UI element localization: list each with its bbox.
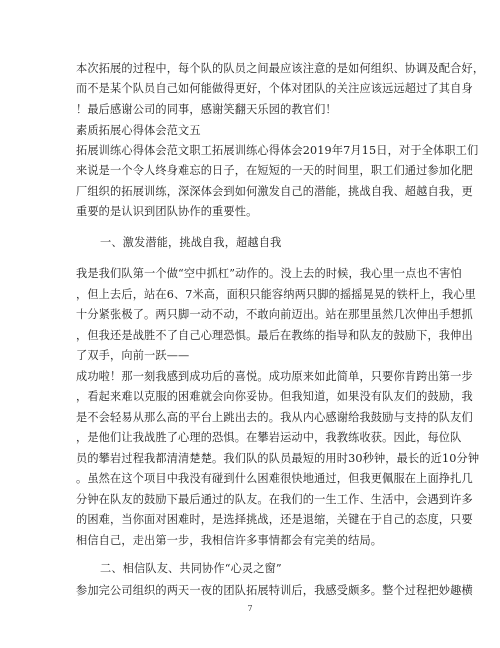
text-line: ，看起来难以克服的困难就会向你妥协。但我知道，如果没有队友们的鼓励，我 [76,390,473,403]
section-heading: 二、相信队友、共同协作“心灵之窗” [100,562,282,575]
text-line: 成功啦！那一刻我感到成功后的喜悦。成功原来如此简单，只要你肯跨出第一步 [76,370,473,383]
text-line: 来说是一个令人终身难忘的日子，在短短的一天的时间里，职工们通过参加化肥 [76,164,473,177]
text-line: 相信自己，走出第一步，我相信许多事情都会有完美的结局。 [76,534,383,547]
page-number: 7 [247,604,253,613]
section-heading: 一、激发潜能，挑战自我，超越自我 [100,236,282,249]
text-line: ，但上去后，站在6、7米高，面积只能容纳两只脚的摇摇晃晃的铁杆上，我心里 [76,288,477,301]
text-line: ，是他们让我战胜了心理的恐惧。在攀岩运动中，我教练收获。因此，每位队 [76,431,462,444]
text-line: 了双手，向前一跃—— [76,349,190,362]
text-line: 的困难，当你面对困难时，是选择挑战，还是退缩，关键在于自己的态度，只要 [76,513,473,526]
text-line: 参加完公司组织的两天一夜的团队拓展特训后，我感受颇多。整个过程把妙趣横 [76,584,473,597]
text-line: 十分紧张极了。两只脚一动不动，不敢向前迈出。站在那里虽然几次伸出手想抓 [76,308,473,321]
text-line: 重要的是认识到团队协作的重要性。 [76,205,258,218]
text-line: 厂组织的拓展训练，深深体会到如何激发自己的潜能，挑战自我、超越自我，更 [76,185,473,198]
text-line: 我是我们队第一个做“空中抓杠”动作的。没上去的时候，我心里一点也不害怕 [76,267,462,280]
text-line: 拓展训练心得体会范文职工拓展训练心得体会2019年7月15日，对于全体职工们 [76,144,479,157]
text-line: ！最后感谢公司的同事，感谢笑翻天乐园的教官们！ [76,103,337,116]
text-line: 。虽然在这个项目中我没有碰到什么困难很快地通过，但我更佩服在上面挣扎几 [76,472,473,485]
section-title: 素质拓展心得体会范文五 [76,124,201,137]
text-line: 本次拓展的过程中，每个队的队员之间最应该注意的是如何组织、协调及配合好， [76,62,485,75]
text-line: 而不是某个队员自己如何能做得更好，个体对团队的关注应该远远超过了其自身 [76,82,473,95]
text-line: 员的攀岩过程我都清清楚楚。我们队的队员最短的用时30秒钟，最长的近10分钟 [76,452,480,465]
text-line: 分钟在队友的鼓励下最后通过的队友。在我们的一生工作、生活中，会遇到许多 [76,493,473,506]
text-line: 是不会轻易从那么高的平台上跳出去的。我从内心感谢给我鼓励与支持的队友们 [76,411,473,424]
text-line: ，但我还是战胜不了自己心理恐惧。最后在教练的指导和队友的鼓励下，我伸出 [76,329,473,342]
